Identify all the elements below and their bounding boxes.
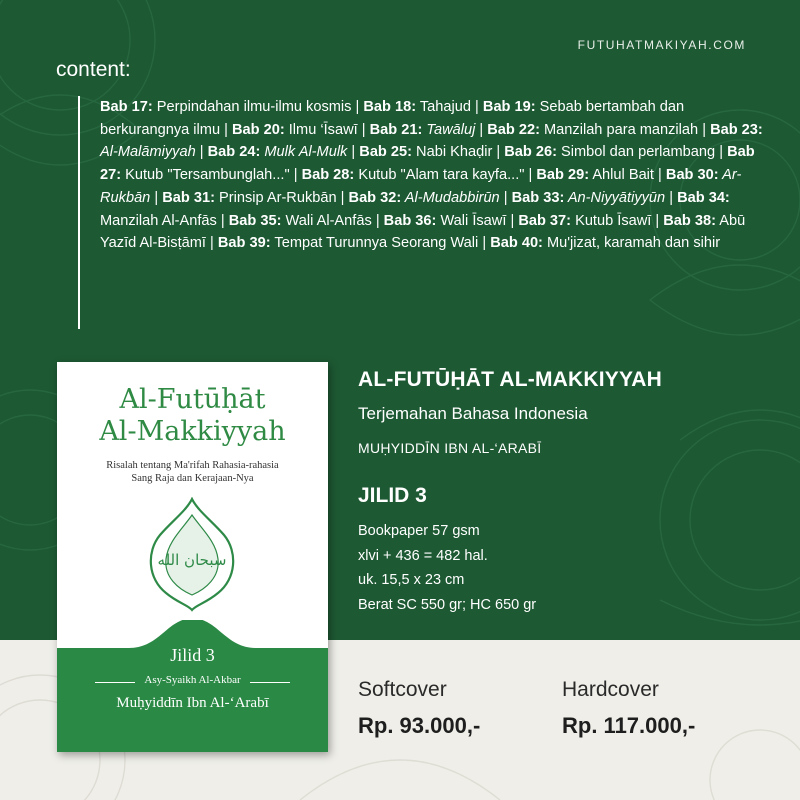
toc-separator: | (479, 121, 488, 138)
book-title-line2: Al-Makkiyyah (99, 416, 286, 447)
spec-pages: xlvi + 436 = 482 hal. (358, 547, 488, 564)
toc-separator: | (154, 189, 163, 206)
toc-separator: | (655, 212, 664, 229)
toc-chapter-title: Wali Al-Anfās (281, 212, 376, 229)
hardcover-label: Hardcover (562, 678, 659, 701)
cover-green-arch (57, 620, 328, 752)
toc-separator: | (719, 144, 728, 161)
toc-chapter-title: Ahlul Bait (589, 167, 659, 184)
toc-separator: | (510, 212, 519, 229)
toc-entry (504, 144, 719, 160)
book-subtitle-line1: Risalah tentang Ma'rifah Rahasia-rahasia (106, 460, 279, 471)
toc-entry (518, 213, 655, 229)
book-title-line1: Al-Futūḥāt (119, 384, 266, 415)
toc-separator: | (375, 212, 384, 229)
toc-separator: | (482, 235, 491, 252)
book-specs (358, 519, 536, 617)
toc-chapter-number: Bab 24: (207, 144, 261, 161)
toc-chapter-title: Tahajud (416, 99, 476, 115)
toc-chapter-title: Ar-Rukbān (100, 167, 742, 206)
toc-chapter-number: Bab 31: (162, 189, 215, 206)
book-author: Muḥyiddīn Ibn Al-‘Arabī (116, 695, 269, 711)
toc-chapter-number: Bab 35: (228, 212, 282, 229)
toc-text (100, 96, 770, 255)
content-label: content: (56, 58, 131, 81)
table-of-contents (78, 96, 768, 329)
toc-separator: | (658, 167, 666, 184)
toc-chapter-number: Bab 33: (511, 189, 565, 206)
toc-chapter-title: Abū Yazīd Al-Bisṭāmī (100, 212, 746, 252)
toc-separator: | (224, 121, 232, 138)
book-info-title: AL-FUTŪḤĀT AL-MAKKIYYAH (358, 368, 663, 391)
toc-chapter-title: Ilmu ‘Īsawī (284, 121, 362, 138)
toc-chapter-number: Bab 40: (490, 235, 543, 252)
toc-entry (370, 122, 480, 138)
calligraphy-text: سبحان الله (157, 551, 227, 569)
toc-separator: | (475, 99, 483, 115)
toc-chapter-number: Bab 32: (348, 189, 402, 206)
toc-chapter-title: Sebab bertambah dan berkurangnya ilmu (100, 99, 685, 138)
book-info-jilid: JILID 3 (358, 484, 427, 507)
toc-chapter-title: Tempat Turunnya Seorang Wali (270, 235, 483, 252)
calligraphy-emblem (142, 497, 242, 612)
toc-entry (302, 167, 529, 183)
toc-entry (512, 190, 670, 206)
toc-chapter-title: Tawāluj (422, 121, 480, 138)
toc-separator: | (503, 189, 512, 206)
toc-separator: | (702, 121, 711, 138)
hardcover-price: Rp. 117.000,- (562, 713, 696, 738)
toc-chapter-number: Bab 29: (536, 167, 590, 184)
toc-chapter-number: Bab 39: (217, 235, 271, 252)
toc-chapter-title: Wali Īsawī (436, 212, 511, 229)
toc-separator: | (351, 144, 360, 161)
toc-entry (218, 235, 482, 251)
toc-chapter-number: Bab 27: (100, 144, 755, 184)
toc-chapter-number: Bab 22: (487, 121, 540, 138)
book-subtitle (57, 459, 328, 485)
toc-entry (536, 167, 658, 183)
toc-entry (208, 144, 352, 160)
spec-size: uk. 15,5 x 23 cm (358, 572, 465, 588)
toc-entry (490, 235, 720, 251)
toc-chapter-title: Kutub Īsawī (571, 212, 656, 229)
toc-chapter-title: Al-Malāmiyyah (100, 144, 200, 161)
softcover-price: Rp. 93.000,- (358, 713, 481, 738)
toc-separator: | (669, 189, 678, 206)
toc-chapter-number: Bab 26: (504, 144, 557, 161)
toc-separator: | (340, 189, 349, 206)
toc-chapter-title: Kutub "Tersambunglah..." (121, 167, 294, 184)
toc-chapter-title: Mu'jizat, karamah dan sihir (542, 235, 721, 252)
book-info-translation: Terjemahan Bahasa Indonesia (358, 404, 588, 423)
toc-chapter-number: Bab 36: (383, 212, 437, 229)
toc-chapter-number: Bab 19: (482, 99, 536, 115)
toc-chapter-title: Perpindahan ilmu-ilmu kosmis (152, 99, 356, 115)
toc-entry (384, 213, 511, 229)
toc-separator: | (355, 99, 364, 115)
toc-entry (487, 122, 702, 138)
book-info-author: MUḤYIDDĪN IBN AL-‘ARABĪ (358, 440, 542, 456)
toc-entry (349, 190, 504, 206)
softcover-label: Softcover (358, 678, 447, 701)
toc-entry (229, 213, 376, 229)
book-jilid: Jilid 3 (170, 645, 215, 665)
toc-chapter-title: Simbol dan perlambang (556, 144, 720, 161)
toc-separator: | (528, 167, 537, 184)
toc-chapter-number: Bab 38: (663, 212, 716, 229)
toc-separator: | (361, 121, 370, 138)
toc-chapter-title: Mulk Al-Mulk (260, 144, 352, 161)
book-syaikh: Asy-Syaikh Al-Akbar (144, 674, 241, 686)
toc-chapter-number: Bab 18: (363, 99, 417, 115)
toc-chapter-number: Bab 23: (710, 121, 763, 138)
site-url: FUTUHATMAKIYAH.COM (577, 38, 746, 52)
divider (250, 682, 290, 683)
toc-chapter-title: Manzilah Al-Anfās (100, 212, 221, 229)
spec-weight: Berat SC 550 gr; HC 650 gr (358, 596, 537, 613)
book-subtitle-line2: Sang Raja dan Kerajaan-Nya (131, 473, 254, 484)
book-cover (57, 362, 328, 752)
toc-chapter-title: Al-Mudabbirūn (401, 189, 504, 206)
toc-chapter-number: Bab 17: (100, 99, 153, 115)
toc-separator: | (210, 235, 218, 252)
toc-chapter-title: Kutub "Alam tara kayfa..." (354, 167, 529, 184)
toc-chapter-title: An-Niyyātiyyūn (564, 189, 670, 206)
toc-entry (359, 144, 496, 160)
toc-entry (363, 99, 475, 115)
toc-chapter-number: Bab 30: (665, 167, 719, 184)
toc-chapter-number: Bab 25: (359, 144, 412, 161)
toc-entry (232, 122, 362, 138)
toc-entry (162, 190, 340, 206)
toc-separator: | (496, 144, 505, 161)
toc-chapter-number: Bab 37: (518, 212, 572, 229)
toc-chapter-title: Manzilah para manzilah (539, 121, 703, 138)
toc-chapter-number: Bab 34: (677, 189, 730, 206)
toc-separator: | (220, 212, 229, 229)
toc-entry (100, 99, 356, 115)
spec-paper: Bookpaper 57 gsm (358, 523, 480, 539)
toc-chapter-title: Prinsip Ar-Rukbān (214, 189, 341, 206)
toc-chapter-number: Bab 20: (231, 121, 285, 138)
toc-separator: | (293, 167, 302, 184)
toc-separator: | (199, 144, 208, 161)
toc-chapter-number: Bab 28: (301, 167, 355, 184)
toc-chapter-number: Bab 21: (369, 121, 423, 138)
toc-chapter-title: Nabi Khaḍir (412, 144, 497, 161)
